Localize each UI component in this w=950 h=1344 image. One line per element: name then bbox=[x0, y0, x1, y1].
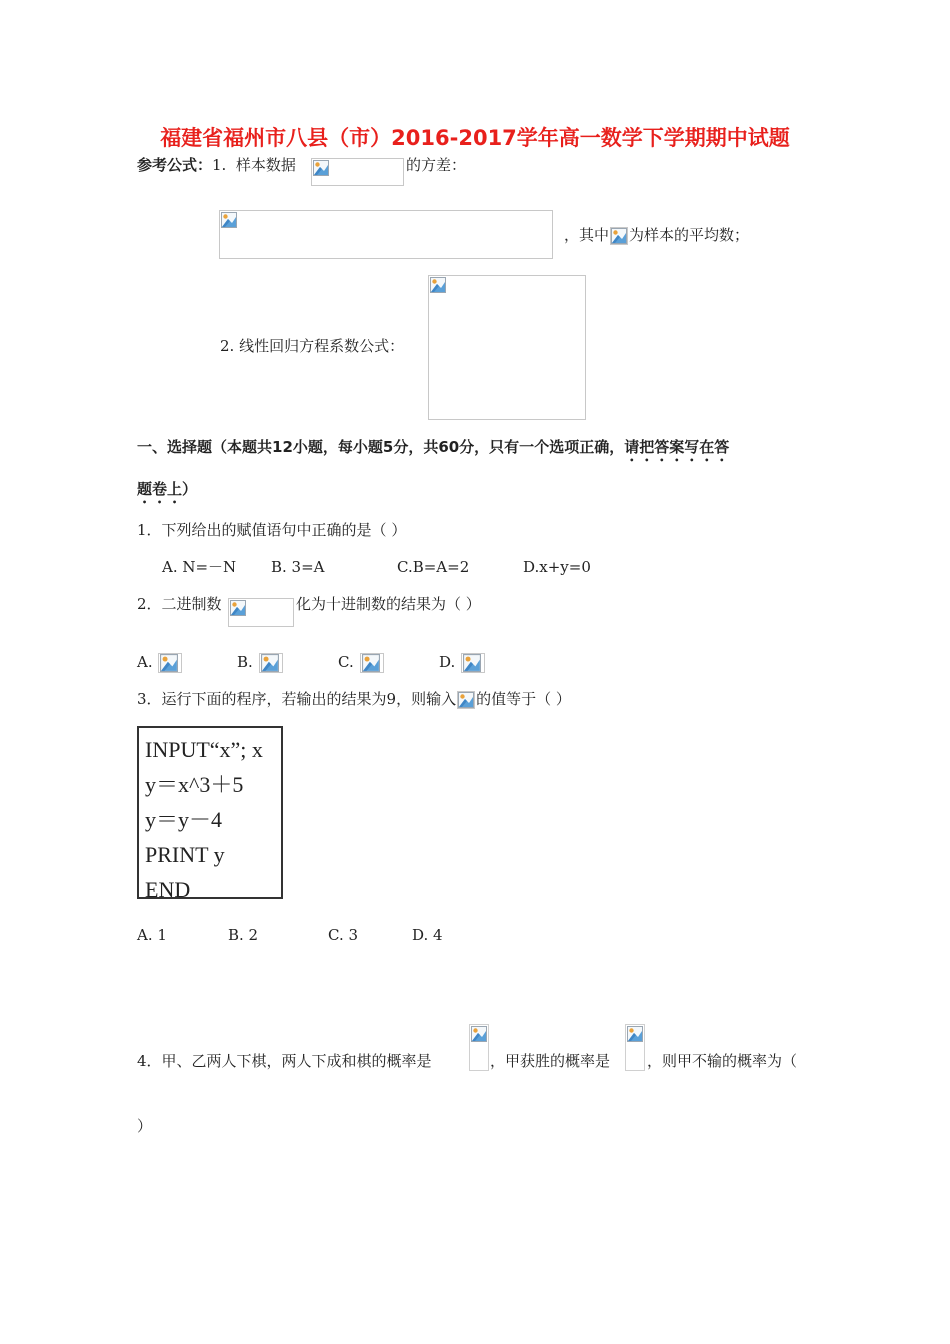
formula-line-1 bbox=[137, 155, 296, 175]
draw-probability-image bbox=[469, 1024, 489, 1071]
variance-note bbox=[564, 225, 749, 245]
question-4-stem-a: 4．甲、乙两人下棋，两人下成和棋的概率是 bbox=[137, 1052, 432, 1070]
q2-option-d-image bbox=[461, 653, 485, 673]
q2-option-a bbox=[137, 652, 183, 673]
q2-option-a-label: A. bbox=[137, 653, 153, 671]
q3-option-a: A. 1 bbox=[137, 926, 167, 944]
question-4-stem-b: ，甲获胜的概率是 bbox=[490, 1052, 611, 1070]
q2-option-b bbox=[237, 652, 284, 673]
program-line: END bbox=[145, 877, 191, 902]
broken-image-icon bbox=[313, 160, 329, 176]
question-2-stem-b: 化为十进制数的结果为（ ） bbox=[296, 595, 481, 613]
broken-image-icon bbox=[230, 600, 246, 616]
formula-item1-suffix: 的方差： bbox=[406, 156, 467, 174]
variable-x-image bbox=[457, 691, 475, 709]
q1-option-b: B. 3=A bbox=[271, 558, 325, 576]
q2-option-d bbox=[439, 652, 486, 673]
broken-image-icon bbox=[458, 692, 474, 708]
q2-option-d-label: D. bbox=[439, 653, 456, 671]
formula-item2: 2. 线性回归方程系数公式： bbox=[220, 337, 405, 355]
question-4-close: ） bbox=[137, 1117, 153, 1135]
variance-note-a: ，其中 bbox=[564, 226, 610, 244]
program-line: INPUT“x”; x bbox=[145, 737, 263, 762]
formula-item1-text: 样本数据 bbox=[235, 156, 296, 174]
question-2-stem-a: 2．二进制数 bbox=[137, 595, 222, 613]
section-heading-a: 一、选择题（本题共12小题，每小题5分，共60分，只有一个选项正确， bbox=[137, 438, 625, 456]
q2-option-b-image bbox=[259, 653, 283, 673]
broken-image-icon bbox=[361, 654, 381, 672]
program-line: y＝y－4 bbox=[145, 807, 223, 832]
formula-item1-number: 1. bbox=[212, 156, 227, 174]
broken-image-icon bbox=[430, 277, 446, 293]
q2-option-a-image bbox=[158, 653, 182, 673]
question-3-stem-b: 的值等于（ ） bbox=[476, 690, 571, 708]
variance-note-b: 为样本的平均数； bbox=[629, 226, 750, 244]
q2-option-c-image bbox=[360, 653, 384, 673]
q2-option-b-label: B. bbox=[237, 653, 253, 671]
broken-image-icon bbox=[260, 654, 280, 672]
q3-option-d: D. 4 bbox=[412, 926, 443, 944]
question-4-stem-c: ，则甲不输的概率为（ bbox=[647, 1052, 798, 1070]
section-heading-emphasis-2: 题卷上 bbox=[137, 480, 183, 498]
question-1-stem: 1．下列给出的赋值语句中正确的是（ ） bbox=[137, 521, 407, 539]
variance-formula-image bbox=[219, 210, 553, 259]
broken-image-icon bbox=[159, 654, 179, 672]
mean-symbol-image bbox=[610, 227, 628, 245]
q2-option-c bbox=[338, 652, 385, 673]
program-line: y＝x^3＋5 bbox=[145, 772, 244, 797]
binary-number-image bbox=[228, 598, 294, 627]
q2-option-c-label: C. bbox=[338, 653, 354, 671]
section-heading-emphasis: 请把答案写在答 bbox=[624, 438, 730, 456]
sample-data-image bbox=[311, 158, 404, 186]
broken-image-icon bbox=[471, 1026, 487, 1042]
broken-image-icon bbox=[221, 212, 237, 228]
section-heading-close: ） bbox=[182, 480, 198, 498]
question-3-stem-a: 3．运行下面的程序，若输出的结果为9，则输入 bbox=[137, 690, 457, 708]
q3-option-c: C. 3 bbox=[328, 926, 359, 944]
section-heading-line2 bbox=[137, 479, 197, 507]
program-line: PRINT y bbox=[145, 842, 225, 867]
broken-image-icon bbox=[627, 1026, 643, 1042]
program-code-box bbox=[137, 726, 283, 902]
win-probability-image bbox=[625, 1024, 645, 1071]
section-heading-line1 bbox=[137, 437, 729, 465]
regression-formula-image bbox=[428, 275, 586, 420]
page-title: 福建省福州市八县（市）2016-2017学年高一数学下学期期中试题 bbox=[160, 126, 790, 150]
q1-option-c: C.B=A=2 bbox=[397, 558, 470, 576]
q1-option-d: D.x+y=0 bbox=[523, 558, 591, 576]
q3-option-b: B. 2 bbox=[228, 926, 259, 944]
broken-image-icon bbox=[462, 654, 482, 672]
question-3-stem bbox=[137, 689, 571, 709]
q1-option-a: A. N=－N bbox=[162, 558, 237, 576]
formula-label: 参考公式： bbox=[137, 156, 213, 174]
broken-image-icon bbox=[611, 228, 627, 244]
